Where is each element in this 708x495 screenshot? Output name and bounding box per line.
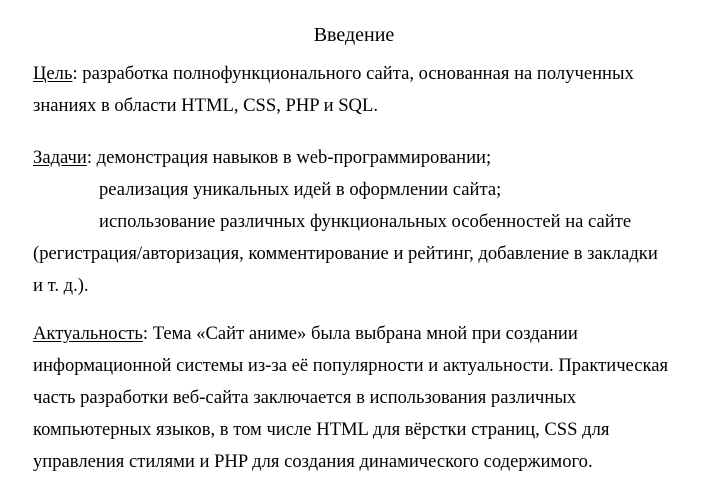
tasks-text-1: : демонстрация навыков в web-программировании;	[86, 147, 492, 168]
relevance-line-2: информационной системы из-за её популярности и актуальности. Практическая	[33, 355, 669, 376]
tasks-label: Задачи	[33, 147, 87, 168]
goal-line-1	[33, 62, 634, 86]
tasks-line-3: использование различных функциональных особенностей на сайте	[99, 211, 632, 232]
tasks-line-5: и т. д.).	[33, 275, 89, 296]
relevance-label: Актуальность	[33, 323, 143, 344]
tasks-line-2: реализация уникальных идей в оформлении сайта;	[99, 179, 502, 200]
goal-text-1: : разработка полнофункционального сайта, основанная на полученных	[72, 63, 634, 84]
relevance-line-1	[33, 322, 578, 346]
relevance-text-1: : Тема «Сайт аниме» была выбрана мной при создании	[142, 323, 578, 344]
goal-label: Цель	[33, 63, 73, 84]
tasks-line-1	[33, 146, 491, 170]
tasks-line-4: (регистрация/авторизация, комментирование и рейтинг, добавление в закладки	[33, 243, 658, 264]
relevance-line-4: компьютерных языков, в том числе HTML для вёрстки страниц, CSS для	[33, 419, 610, 440]
document-title: Введение	[313, 24, 395, 46]
goal-line-2: знаниях в области HTML, CSS, PHP и SQL.	[33, 95, 378, 116]
relevance-line-5: управления стилями и PHP для создания динамического содержимого.	[33, 451, 593, 472]
relevance-line-3: часть разработки веб-сайта заключается в использования различных	[33, 387, 577, 408]
